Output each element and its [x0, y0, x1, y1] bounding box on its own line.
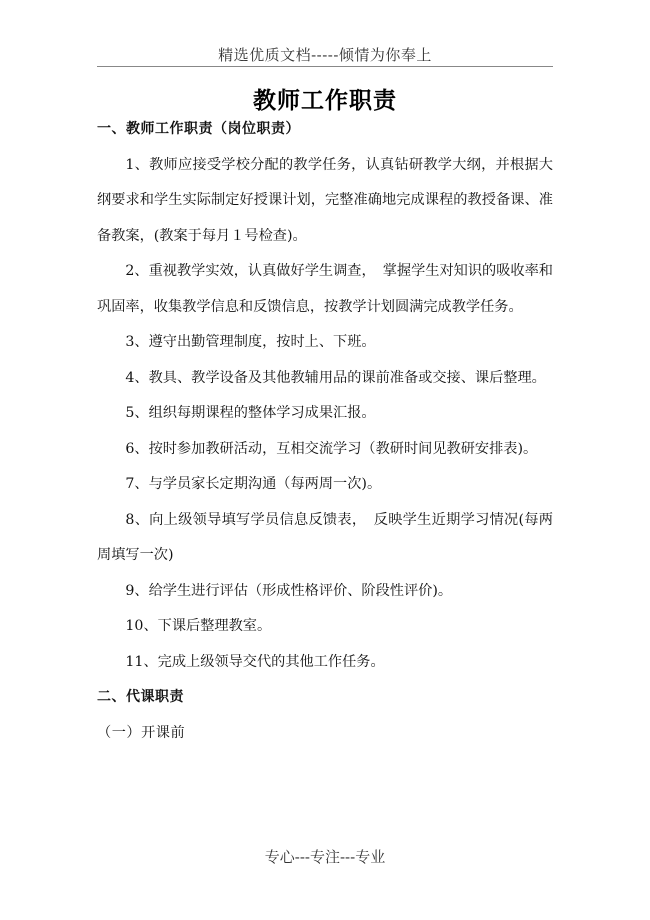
duty-item-7: 7、与学员家长定期沟通（每两周一次)。 [125, 476, 382, 492]
duty-item-8: 8、向上级领导填写学员信息反馈表， 反映学生近期学习情况(每两周填写一次) [97, 511, 553, 563]
duty-item-6: 6、按时参加教研活动，互相交流学习（教研时间见教研安排表)。 [125, 440, 538, 457]
duty-item-2: 2、重视教学实效，认真做好学生调查， 掌握学生对知识的吸收率和巩固率，收集教学信息和反馈信息，按教学计划圆满完成教学任务。 [97, 263, 553, 315]
section-heading-teacher-duties: 一、教师工作职责（岗位职责） [97, 121, 300, 137]
subsection-heading-before-class: （一）开课前 [97, 724, 186, 741]
document-body [97, 112, 553, 751]
header-divider [97, 66, 553, 67]
section-heading-substitute-duties: 二、代课职责 [97, 689, 184, 705]
duty-item-9: 9、给学生进行评估（形成性格评价、阶段性评价)。 [125, 582, 453, 599]
duty-item-3: 3、遵守出勤管理制度，按时上、下班。 [125, 334, 376, 350]
duty-item-4: 4、教具、教学设备及其他教辅用品的课前准备或交接、课后整理。 [125, 369, 546, 386]
duty-item-10: 10、下课后整理教室。 [125, 618, 272, 634]
page-footer: 专心---专注---专业 [264, 848, 386, 866]
duty-item-1: 1、教师应接受学校分配的教学任务，认真钻研教学大纲，并根据大纲要求和学生实际制定好授课计划，完整准确地完成课程的教授备课、准备教案，(教案于每月１号检查)。 [97, 156, 553, 244]
duty-item-5: 5、组织每期课程的整体学习成果汇报。 [125, 405, 376, 421]
page-header: 精选优质文档-----倾情为你奉上 [218, 46, 432, 64]
duty-item-11: 11、完成上级领导交代的其他工作任务。 [125, 653, 385, 670]
document-title: 教师工作职责 [253, 87, 397, 114]
